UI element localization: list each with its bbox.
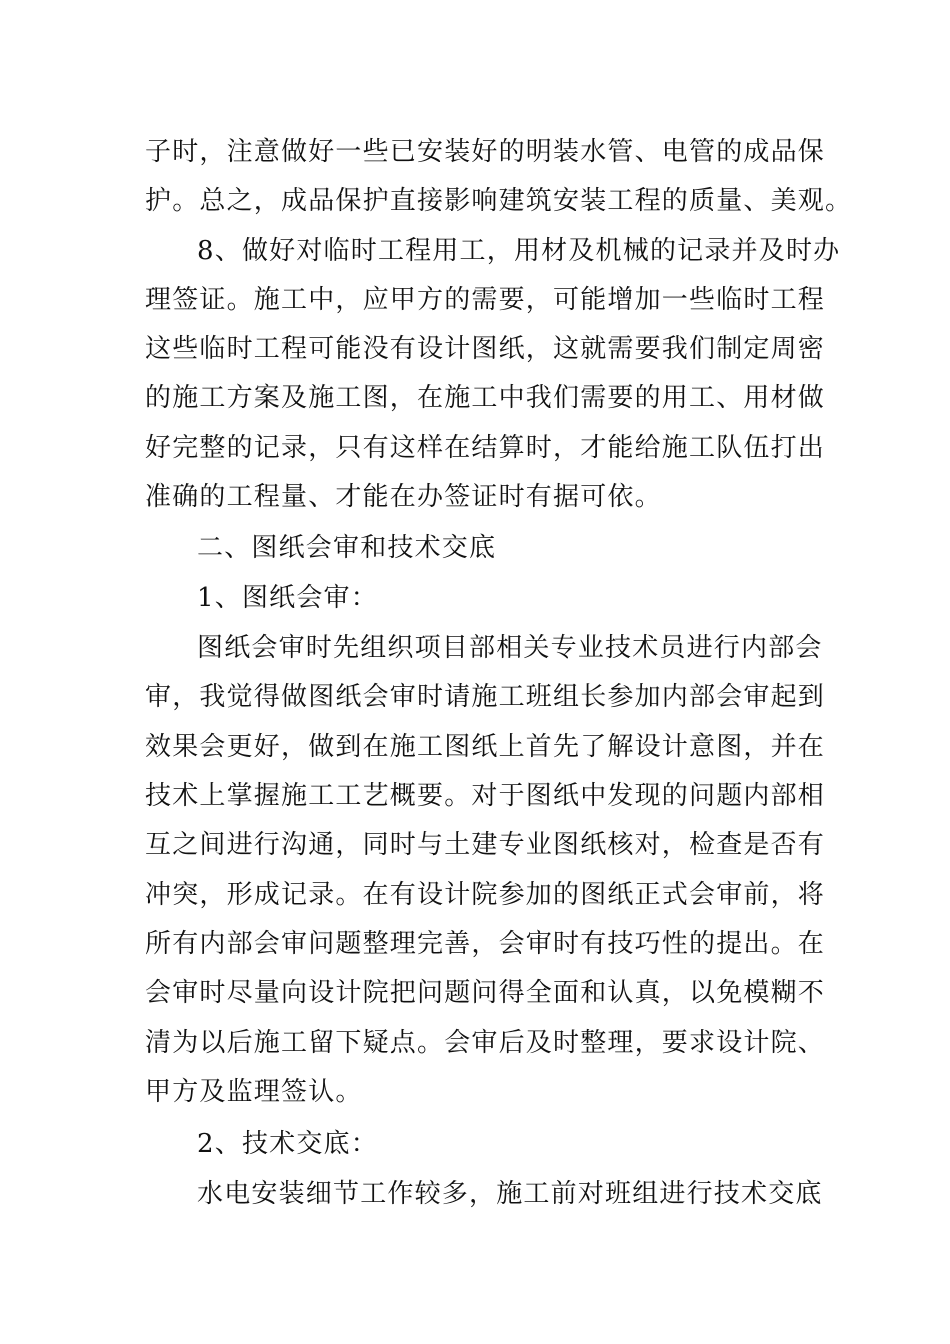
- text-line: 甲方及监理签认。: [145, 1077, 363, 1107]
- text-line: 的施工方案及施工图，在施工中我们需要的用工、用材做: [145, 383, 826, 413]
- text-line: 清为以后施工留下疑点。会审后及时整理，要求设计院、: [145, 1028, 826, 1058]
- text-line: 所有内部会审问题整理完善，会审时有技巧性的提出。在: [145, 929, 826, 959]
- text-line: 效果会更好，做到在施工图纸上首先了解设计意图，并在: [145, 732, 826, 762]
- section-heading: 二、图纸会审和技术交底: [197, 533, 497, 563]
- paragraph-first-line: 水电安装细节工作较多，施工前对班组进行技术交底: [197, 1179, 823, 1209]
- text-line: 准确的工程量、才能在办签证时有据可依。: [145, 482, 662, 512]
- text-line: 护。总之，成品保护直接影响建筑安装工程的质量、美观。: [145, 186, 853, 216]
- text-line: 子时，注意做好一些已安装好的明装水管、电管的成品保: [145, 137, 826, 167]
- text-line: 好完整的记录，只有这样在结算时，才能给施工队伍打出: [145, 433, 826, 463]
- text-line: 会审时尽量向设计院把问题问得全面和认真，以免模糊不: [145, 978, 826, 1008]
- text-line: 技术上掌握施工工艺概要。对于图纸中发现的问题内部相: [145, 781, 826, 811]
- text-line: 理签证。施工中，应甲方的需要，可能增加一些临时工程: [145, 285, 826, 315]
- text-line: 这些临时工程可能没有设计图纸，这就需要我们制定周密: [145, 334, 826, 364]
- paragraph-first-line: 图纸会审时先组织项目部相关专业技术员进行内部会: [197, 633, 823, 663]
- text-line: 冲突，形成记录。在有设计院参加的图纸正式会审前，将: [145, 880, 826, 910]
- text-line: 互之间进行沟通，同时与土建专业图纸核对，检查是否有: [145, 830, 826, 860]
- subsection-heading: 2、技术交底：: [197, 1129, 378, 1159]
- paragraph-first-line: 8、做好对临时工程用工，用材及机械的记录并及时办: [197, 236, 841, 266]
- text-line: 审，我觉得做图纸会审时请施工班组长参加内部会审起到: [145, 682, 826, 712]
- subsection-heading: 1、图纸会审：: [197, 583, 378, 613]
